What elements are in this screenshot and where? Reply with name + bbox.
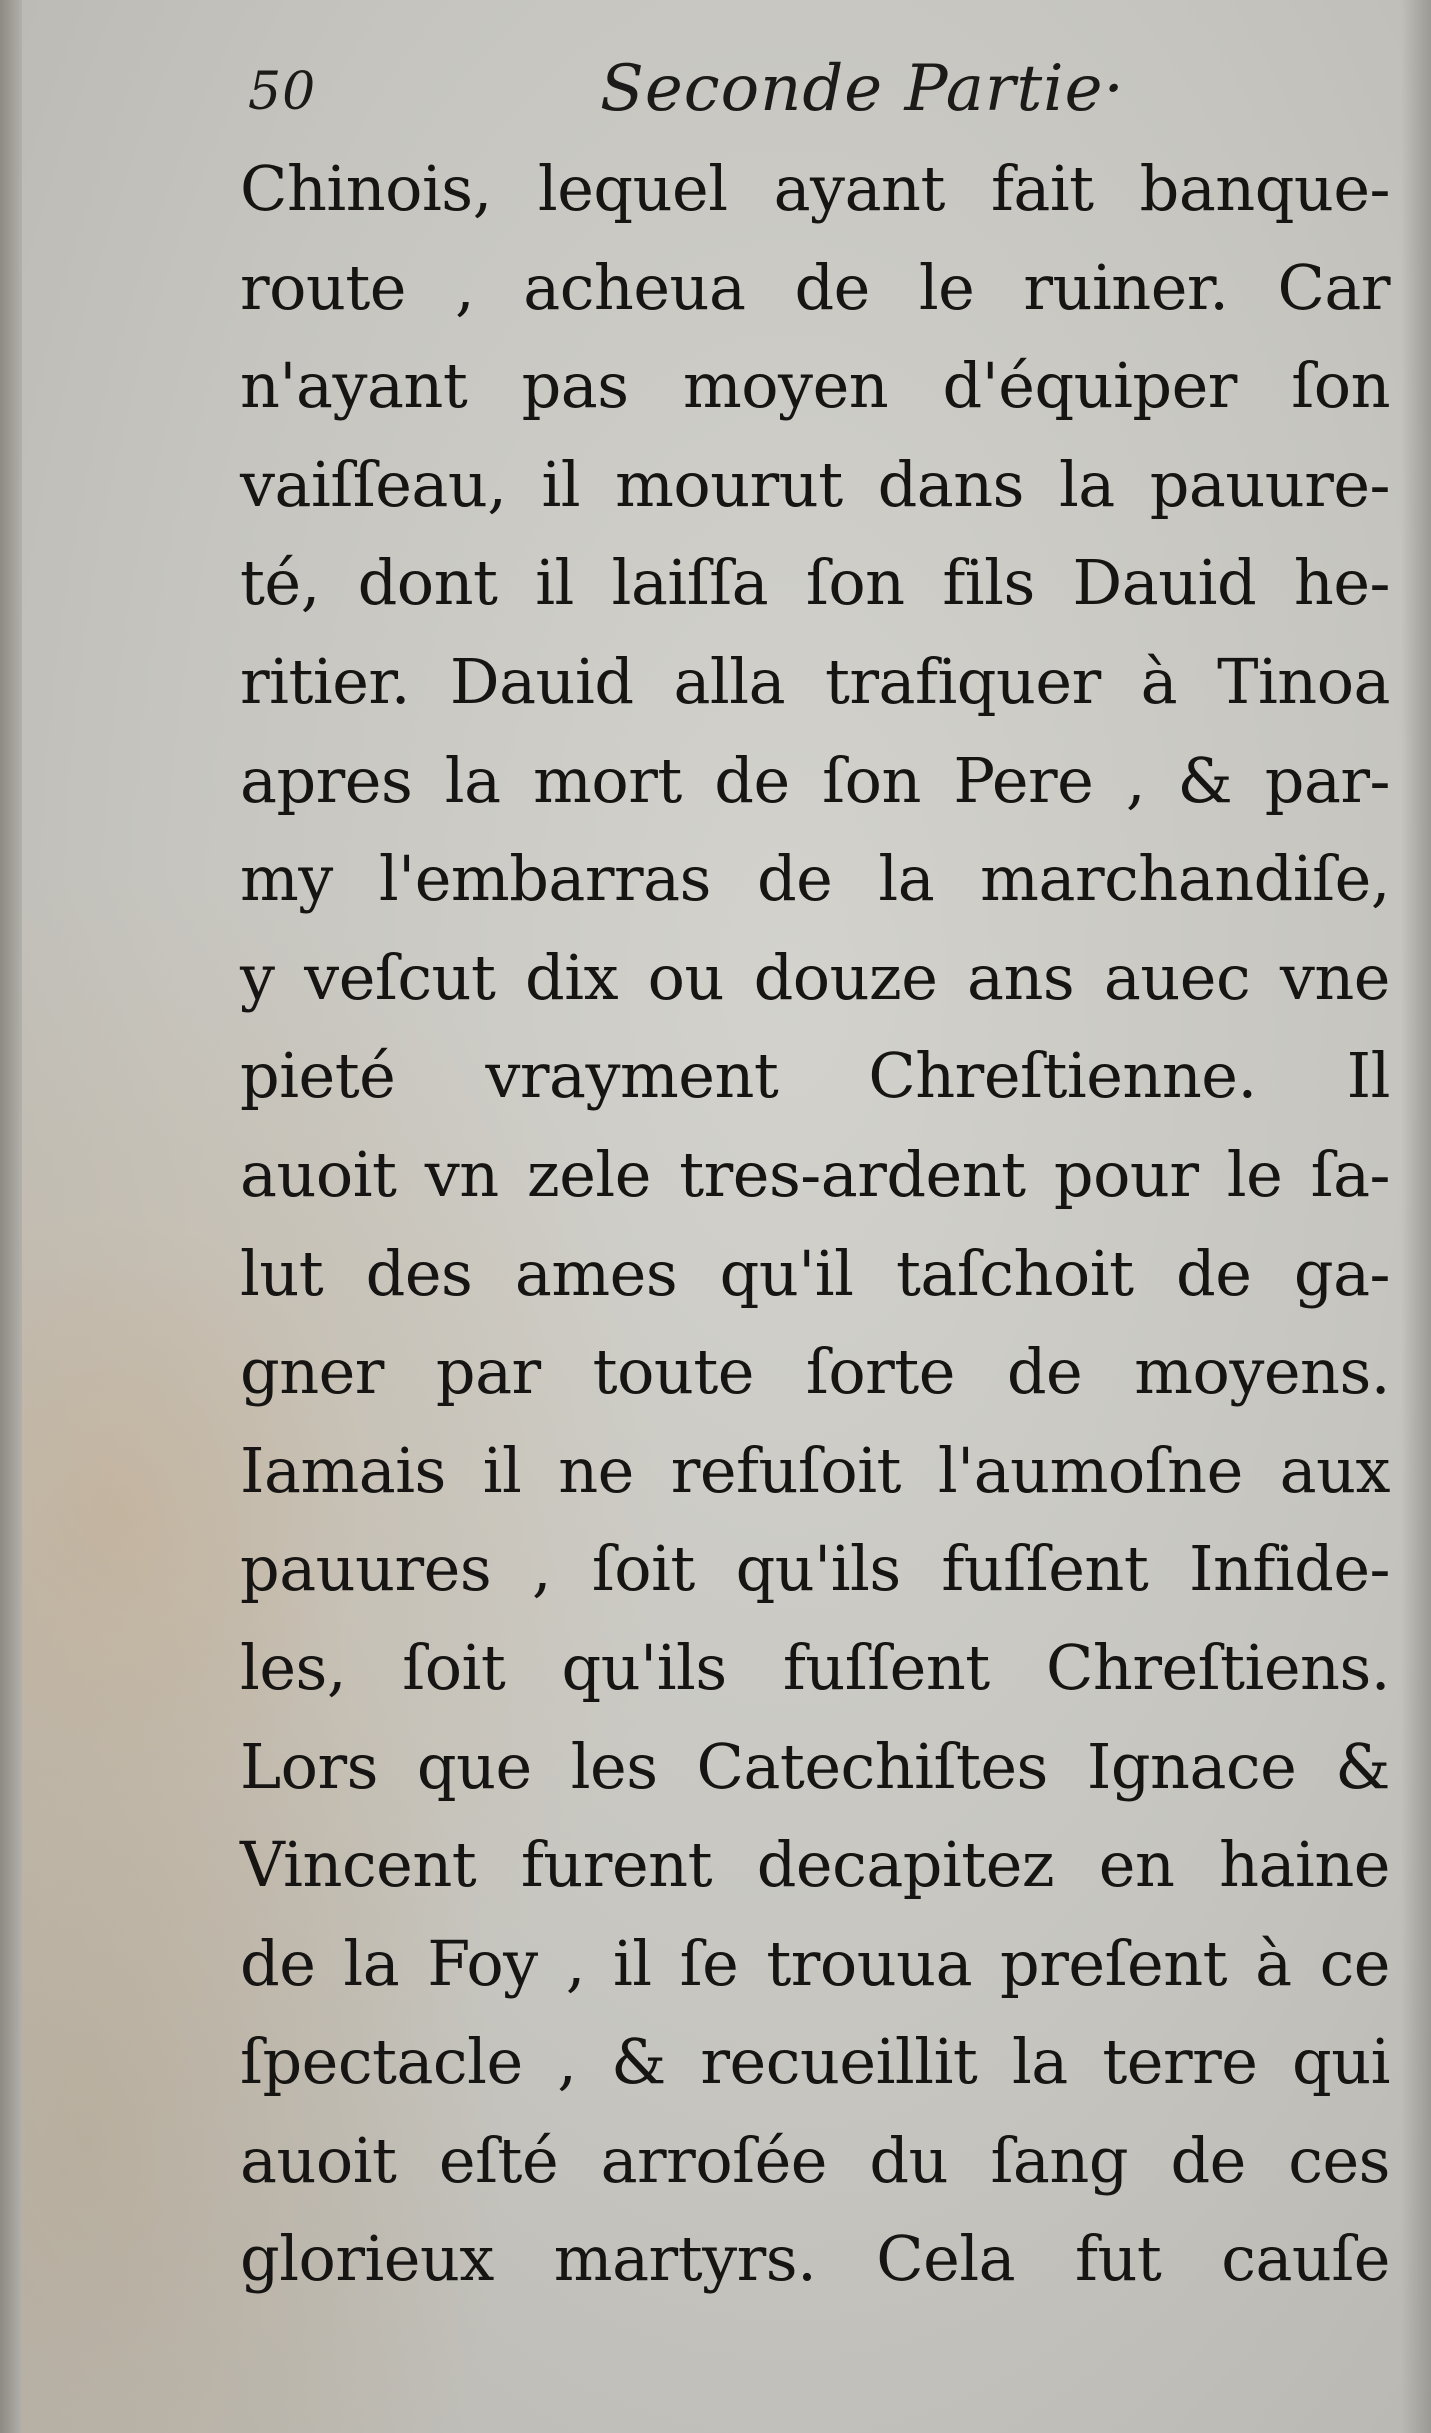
text-line: glorieux martyrs. Cela fut cauſe [240,2222,1390,2296]
running-title: Seconde Partie· [600,52,1125,126]
text-line: vaiſſeau, il mourut dans la pauure- [240,447,1390,521]
text-line: les, ſoit qu'ils fuſſent Chreſtiens. [240,1630,1390,1704]
text-line: gner par toute ſorte de moyens. [240,1335,1390,1409]
text-line: té, dont il laiſſa ſon fils Dauid he- [240,546,1390,620]
text-line: ritier. Dauid alla trafiquer à Tinoa [240,644,1390,718]
text-line: y veſcut dix ou douze ans auec vne [240,940,1390,1014]
text-line: lut des ames qu'il taſchoit de ga- [240,1236,1390,1310]
text-line: Vincent furent decapitez en haine [240,1828,1390,1902]
text-line: pieté vrayment Chreſtienne. Il [240,1039,1390,1113]
text-line: ſpectacle , & recueillit la terre qui [240,2025,1390,2099]
text-line: de la Foy , il ſe trouua preſent à ce [240,1926,1390,2000]
text-line: n'ayant pas moyen d'équiper ſon [240,349,1390,423]
text-line: auoit eſté arroſée du ſang de ces [240,2123,1390,2197]
text-line: my l'embarras de la marchandiſe, [240,842,1390,916]
text-line: auoit vn zele tres-ardent pour le ſa- [240,1137,1390,1211]
text-line: pauures , ſoit qu'ils fuſſent Infide- [240,1532,1390,1606]
page-number: 50 [248,62,317,122]
text-line: Iamais il ne refuſoit l'aumoſne aux [240,1433,1390,1507]
page-edge-shadow [0,0,22,2433]
text-line: route , acheua de le ruiner. Car [240,250,1390,324]
page-edge-shadow-right [1401,0,1431,2433]
text-line: apres la mort de ſon Pere , & par- [240,743,1390,817]
text-line: Chinois, lequel ayant fait banque- [240,152,1390,225]
text-line: Lors que les Catechiſtes Ignace & [240,1729,1390,1803]
running-header [248,52,1368,138]
body-text [240,140,1390,2309]
